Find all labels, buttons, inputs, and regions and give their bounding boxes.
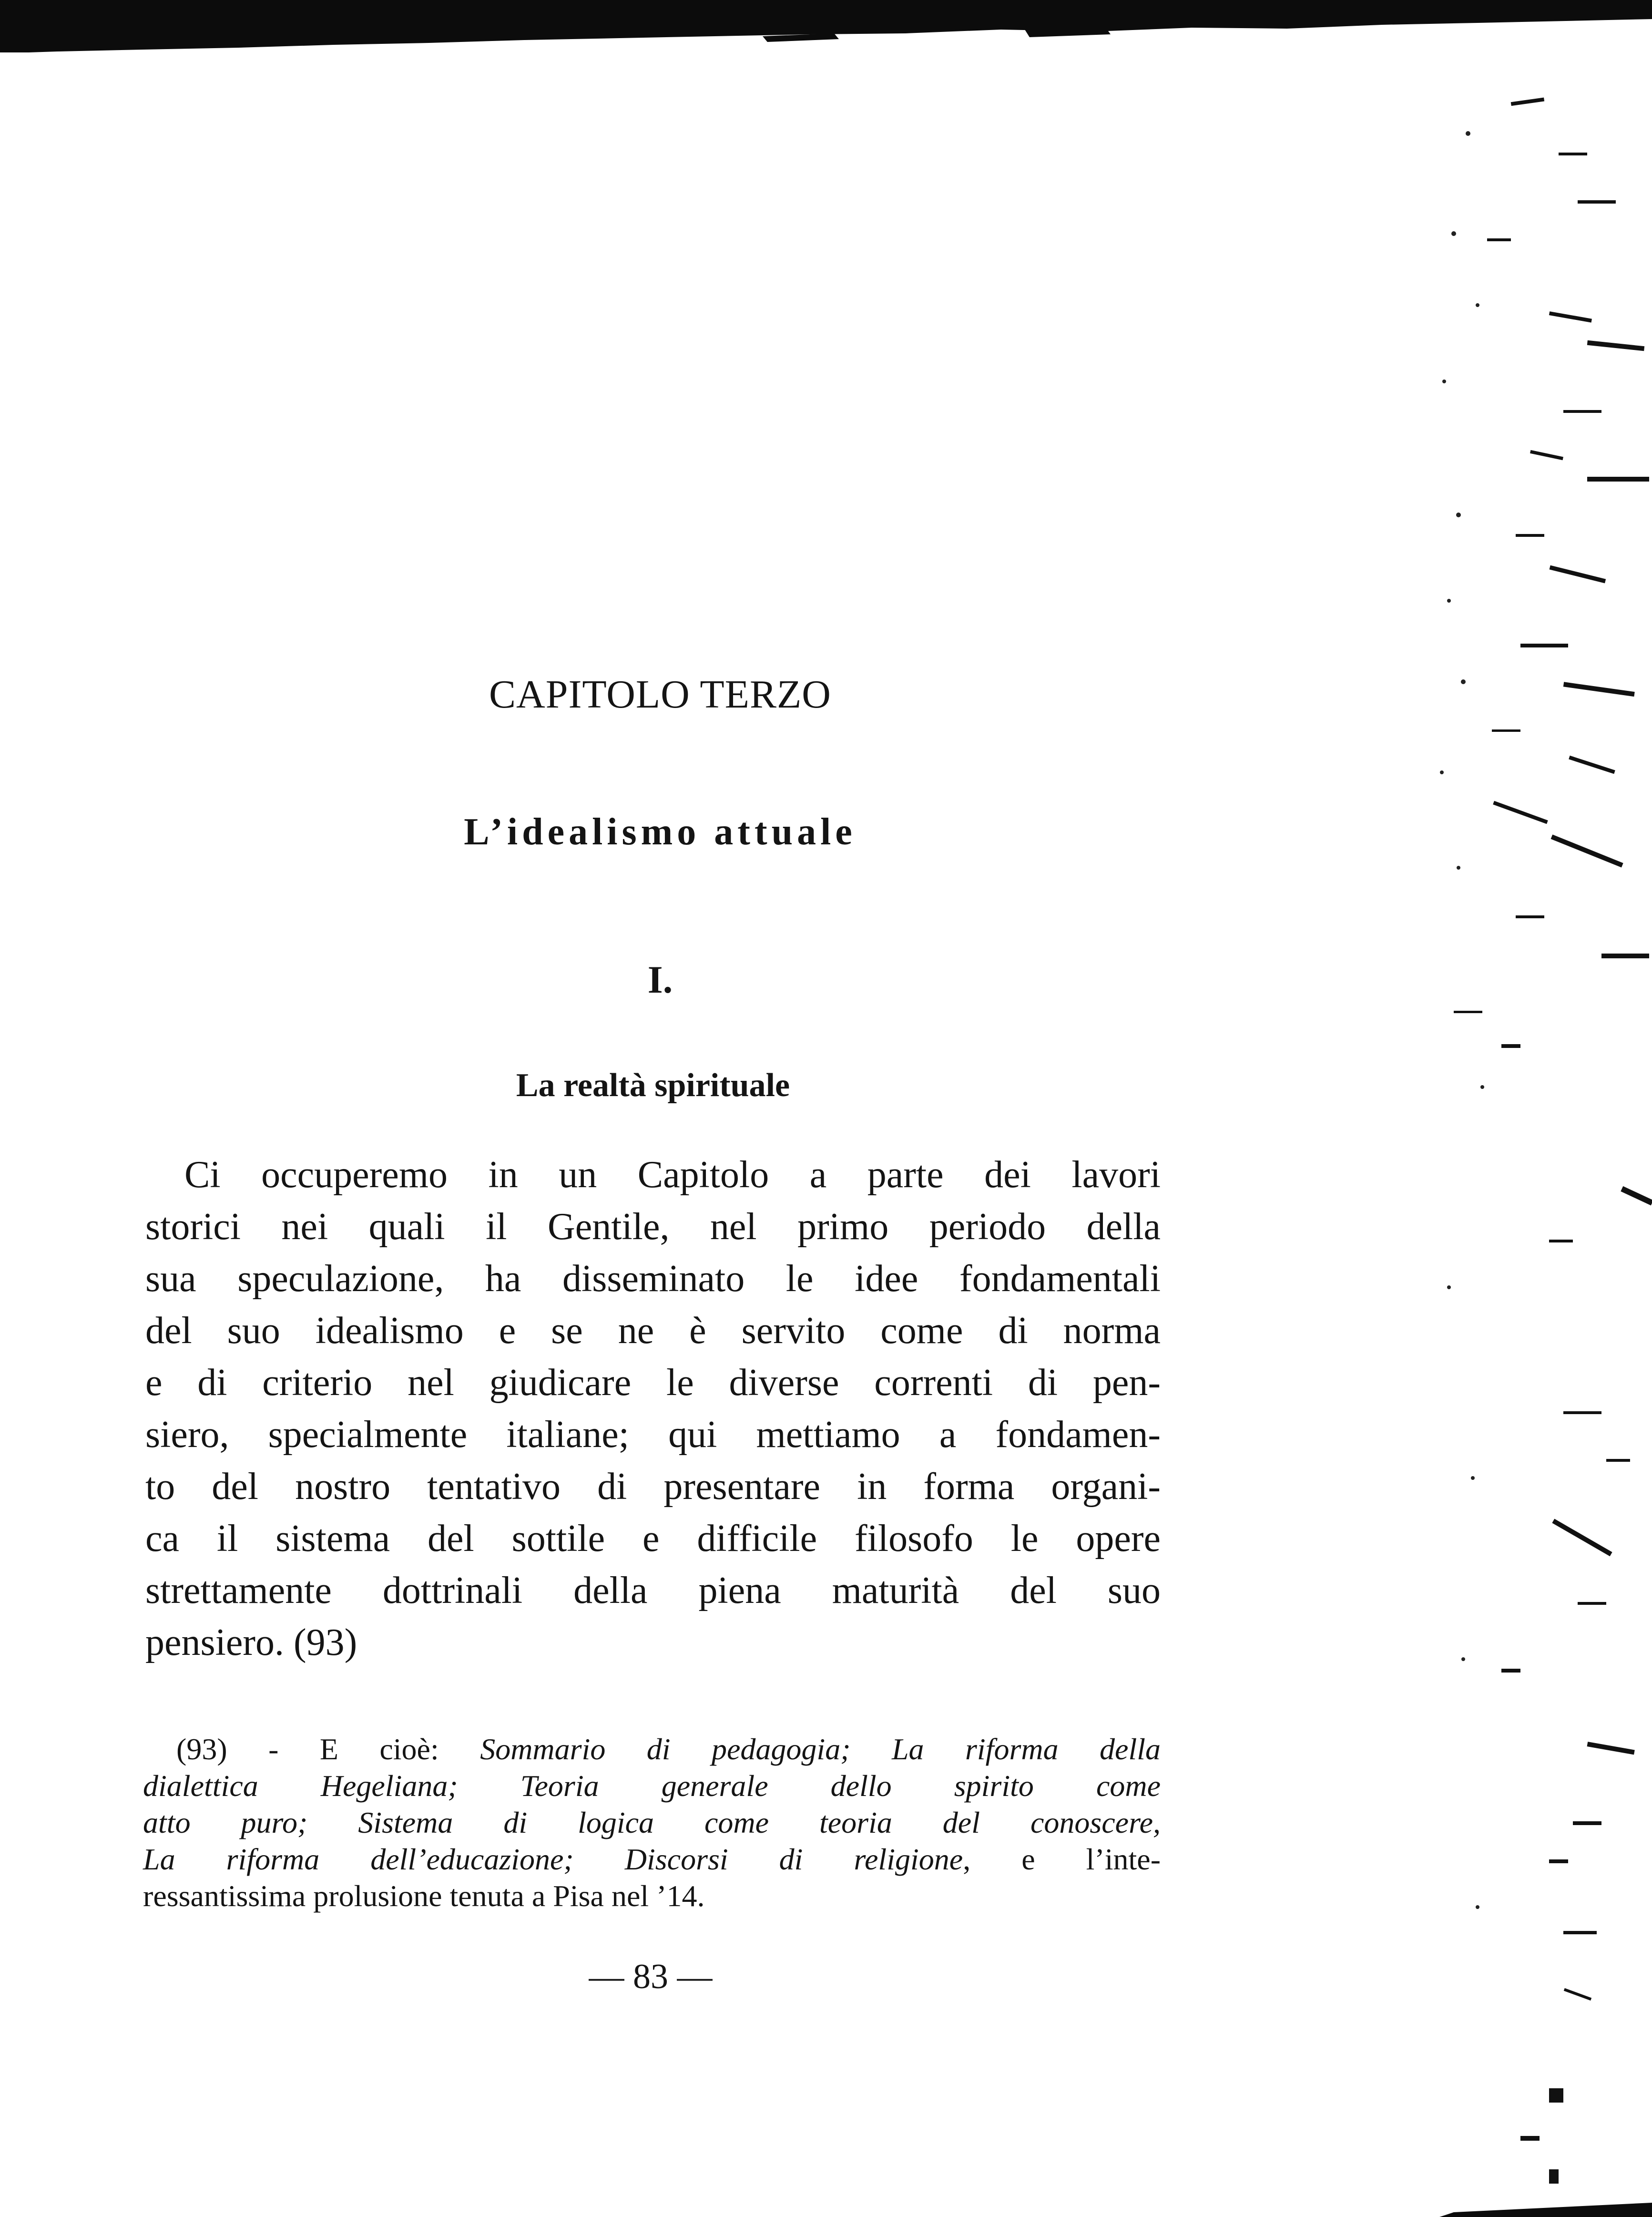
paragraph-line: to del nostro tentativo di presentare in forma organi- bbox=[145, 1466, 1161, 1508]
footnote-line bbox=[143, 1767, 1161, 1804]
footnote-line bbox=[143, 1878, 1161, 1914]
paragraph-line: Ci occuperemo in un Capitolo a parte dei lavori bbox=[184, 1154, 1161, 1196]
footnote-italic-text: La riforma dell’educazione; Discorsi di religione bbox=[143, 1842, 963, 1876]
scan-edge-top bbox=[0, 0, 1652, 52]
chapter-title: L’idealismo attuale bbox=[464, 811, 857, 853]
paragraph-line: strettamente dottrinali della piena maturità del suo bbox=[145, 1570, 1161, 1611]
paragraph-line: siero, specialmente italiane; qui mettiamo a fondamen- bbox=[145, 1414, 1161, 1456]
footnote bbox=[143, 1731, 1161, 1914]
paragraph-line: sua speculazione, ha disseminato le idee fondamentali bbox=[145, 1258, 1161, 1300]
footnote-text: , e l’inte- bbox=[963, 1842, 1161, 1876]
page-number: — 83 — bbox=[589, 1957, 713, 1996]
footnote-text: (93) - E cioè: bbox=[176, 1732, 480, 1766]
paragraph-line: pensiero. (93) bbox=[145, 1622, 357, 1663]
paragraph-line: ca il sistema del sottile e difficile filosofo le opere bbox=[145, 1518, 1161, 1560]
footnote-italic-text: dialettica Hegeliana; Teoria generale dello spirito come bbox=[143, 1769, 1161, 1803]
footnote-line bbox=[143, 1804, 1161, 1841]
body-paragraph bbox=[145, 1149, 1161, 1669]
paragraph-line: storici nei quali il Gentile, nel primo periodo della bbox=[145, 1206, 1161, 1248]
section-number: I. bbox=[647, 958, 673, 1001]
paragraph-line: del suo idealismo e se ne è servito come di norma bbox=[145, 1310, 1161, 1352]
scan-edge-bottom bbox=[1382, 2174, 1652, 2217]
paragraph-line: e di criterio nel giudicare le diverse correnti di pen- bbox=[145, 1362, 1161, 1404]
footnote-italic-text: atto puro; Sistema di logica come teoria del conoscere, bbox=[143, 1806, 1161, 1839]
chapter-heading: CAPITOLO TERZO bbox=[489, 672, 831, 717]
footnote-line bbox=[143, 1841, 1161, 1878]
footnote-text: ressantissima prolusione tenuta a Pisa nel ’14. bbox=[143, 1879, 705, 1913]
footnote-italic-text: Sommario di pedagogia; La riforma della bbox=[480, 1732, 1161, 1766]
footnote-line bbox=[143, 1731, 1161, 1767]
scan-edge-right bbox=[1406, 48, 1652, 2217]
section-title: La realtà spirituale bbox=[516, 1067, 790, 1104]
